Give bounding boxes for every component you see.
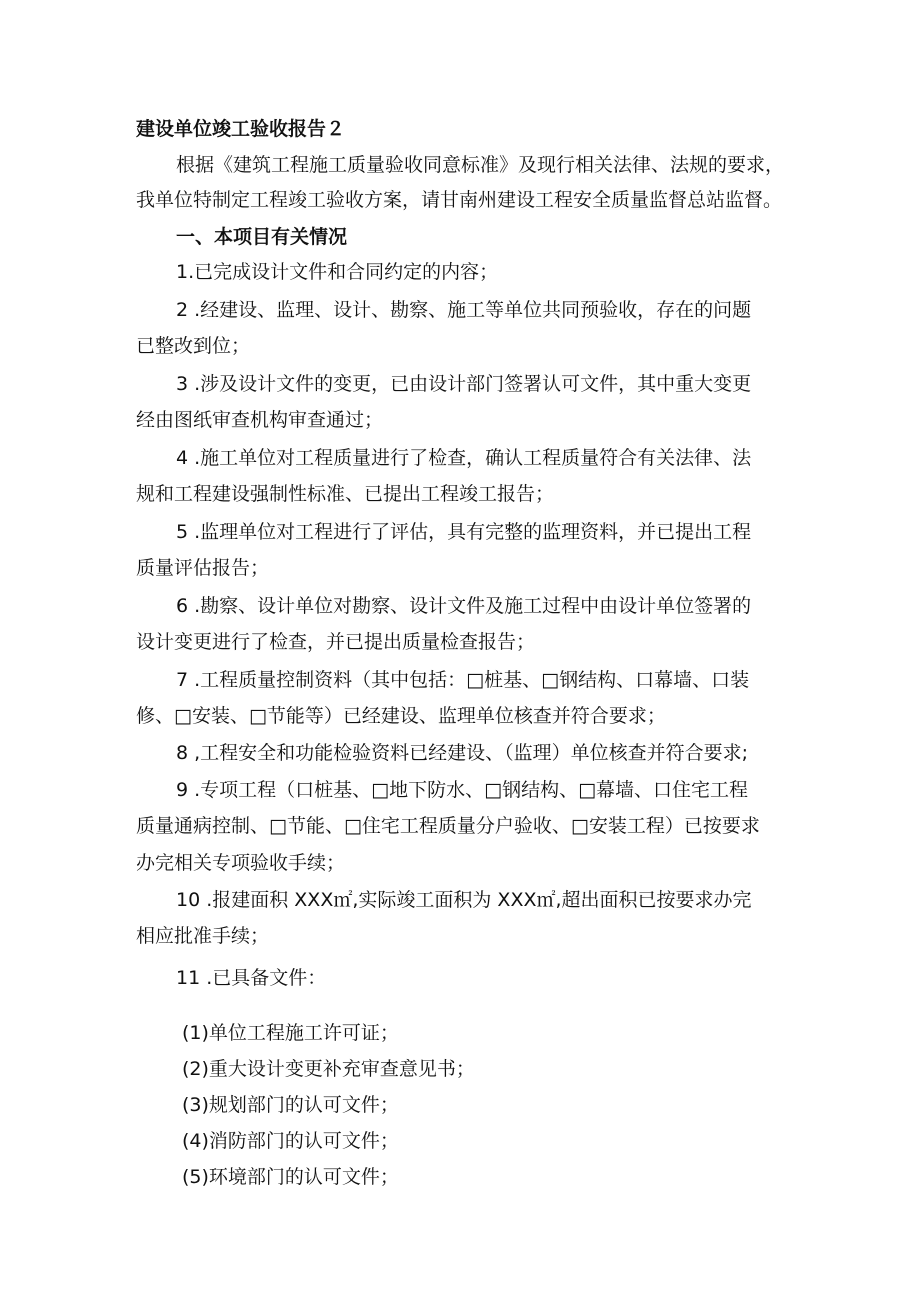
item-4-line-2: 规和工程建设强制性标准、已提出工程竣工报告； bbox=[136, 483, 555, 505]
item-6-line-1: 6 .勘察、设计单位对勘察、设计文件及施工过程中由设计单位签署的 bbox=[176, 595, 752, 617]
document-list-item-3: (3)规划部门的认可文件； bbox=[182, 1094, 399, 1116]
item-9-line-1: 9 .专项工程（口桩基、□地下防水、□钢结构、□幕墙、口住宅工程 bbox=[176, 779, 749, 801]
item-6-line-2: 设计变更进行了检查，并已提出质量检查报告； bbox=[136, 631, 536, 653]
item-3-line-1: 3 .涉及设计文件的变更，已由设计部门签署认可文件，其中重大变更 bbox=[176, 373, 752, 395]
item-4-line-1: 4 .施工单位对工程质量进行了检查，确认工程质量符合有关法律、法 bbox=[176, 447, 752, 469]
document-list-item-1: (1)单位工程施工许可证； bbox=[182, 1022, 399, 1044]
document-list-item-2: (2)重大设计变更补充审查意见书； bbox=[182, 1058, 475, 1080]
item-7-line-1: 7 .工程质量控制资料（其中包括：□桩基、□钢结构、口幕墙、口装 bbox=[176, 669, 750, 691]
item-9-line-3: 办完相关专项验收手续； bbox=[136, 852, 346, 874]
document-title: 建设单位竣工验收报告２ bbox=[136, 118, 346, 140]
item-8-line-1: 8 ,工程安全和功能检验资料已经建设、（监理）单位核查并符合要求; bbox=[176, 742, 749, 764]
item-5-line-2: 质量评估报告； bbox=[136, 557, 270, 579]
item-10-line-2: 相应批准手续； bbox=[136, 925, 270, 947]
item-2-line-2: 已整改到位； bbox=[136, 335, 251, 357]
item-3-line-2: 经由图纸审查机构审查通过； bbox=[136, 409, 384, 431]
item-10-line-1: 10 .报建面积 XXX㎡,实际竣工面积为 XXX㎡,超出面积已按要求办完 bbox=[176, 889, 752, 911]
item-1-line-1: 1.已完成设计文件和合同约定的内容； bbox=[176, 261, 499, 283]
item-5-line-1: 5 .监理单位对工程进行了评估，具有完整的监理资料，并已提出工程 bbox=[176, 521, 752, 543]
document-list-item-4: (4)消防部门的认可文件； bbox=[182, 1130, 399, 1152]
intro-line-2: 我单位特制定工程竣工验收方案，请甘南州建设工程安全质量监督总站监督。 bbox=[136, 189, 783, 211]
item-2-line-1: 2 .经建设、监理、设计、勘察、施工等单位共同预验收，存在的问题 bbox=[176, 299, 752, 321]
section-heading: 一、本项目有关情况 bbox=[176, 226, 348, 248]
item-7-line-2: 修、□安装、□节能等）已经建设、监理单位核查并符合要求； bbox=[136, 705, 666, 727]
intro-line-1: 根据《建筑工程施工质量验收同意标准》及现行相关法律、法规的要求， bbox=[176, 154, 785, 176]
item-11-line-1: 11 .已具备文件： bbox=[176, 967, 327, 989]
document-list-item-5: (5)环境部门的认可文件； bbox=[182, 1166, 399, 1188]
item-9-line-2: 质量通病控制、□节能、□住宅工程质量分户验收、□安装工程）已按要求 bbox=[136, 815, 760, 837]
